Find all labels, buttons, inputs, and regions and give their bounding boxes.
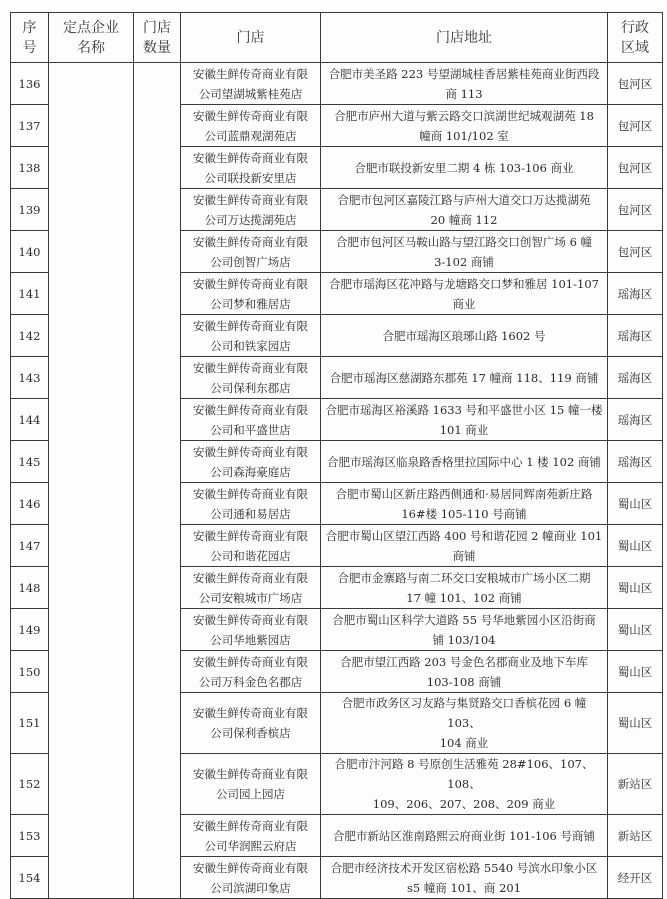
seq-cell: 137 (11, 105, 49, 147)
district-cell: 蜀山区 (608, 693, 663, 754)
seq-cell: 142 (11, 315, 49, 357)
store-name-cell: 安徽生鲜传奇商业有限 公司和谐花园店 (181, 525, 321, 567)
store-name-cell: 安徽生鲜传奇商业有限 公司滨湖印象店 (181, 857, 321, 899)
district-cell: 蜀山区 (608, 651, 663, 693)
seq-cell: 146 (11, 483, 49, 525)
company-name-cell (49, 63, 134, 899)
store-name-cell: 安徽生鲜传奇商业有限 公司安粮城市广场店 (181, 567, 321, 609)
seq-cell: 141 (11, 273, 49, 315)
address-cell: 合肥市瑶海区慈湖路东郡苑 17 幢商 118、119 商铺 (321, 357, 608, 399)
seq-cell: 152 (11, 754, 49, 815)
store-name-cell: 安徽生鲜传奇商业有限 公司华地紫园店 (181, 609, 321, 651)
address-cell: 合肥市包河区嘉陵江路与庐州大道交口万达揽湖苑 20 幢商 112 (321, 189, 608, 231)
district-cell: 包河区 (608, 147, 663, 189)
store-name-cell: 安徽生鲜传奇商业有限 公司保利东郡店 (181, 357, 321, 399)
address-cell: 合肥市金寨路与南二环交口安粮城市广场小区二期 17 幢 101、102 商铺 (321, 567, 608, 609)
store-name-cell: 安徽生鲜传奇商业有限 公司森海豪庭店 (181, 441, 321, 483)
district-cell: 新站区 (608, 754, 663, 815)
seq-cell: 149 (11, 609, 49, 651)
header-store: 门店 (181, 13, 321, 63)
address-cell: 合肥市经济技术开发区宿松路 5540 号滨水印象小区 s5 幢商 101、商 201 (321, 857, 608, 899)
address-cell: 合肥市蜀山区科学大道路 55 号华地紫园小区沿街商 铺 103/104 (321, 609, 608, 651)
district-cell: 包河区 (608, 105, 663, 147)
district-cell: 蜀山区 (608, 483, 663, 525)
seq-cell: 147 (11, 525, 49, 567)
seq-cell: 151 (11, 693, 49, 754)
district-cell: 蜀山区 (608, 609, 663, 651)
store-name-cell: 安徽生鲜传奇商业有限 公司望湖城紫桂苑店 (181, 63, 321, 105)
seq-cell: 140 (11, 231, 49, 273)
district-cell: 新站区 (608, 815, 663, 857)
district-cell: 蜀山区 (608, 567, 663, 609)
district-cell: 经开区 (608, 857, 663, 899)
seq-cell: 148 (11, 567, 49, 609)
header-row (11, 13, 663, 63)
address-cell: 合肥市庐州大道与紫云路交口滨湖世纪城观湖苑 18 幢商 101/102 室 (321, 105, 608, 147)
store-name-cell: 安徽生鲜传奇商业有限 公司通和易居店 (181, 483, 321, 525)
store-name-cell: 安徽生鲜传奇商业有限 公司万科金色名郡店 (181, 651, 321, 693)
header-seq: 序 号 (11, 13, 49, 63)
table-body (11, 63, 663, 899)
district-cell: 包河区 (608, 63, 663, 105)
seq-cell: 143 (11, 357, 49, 399)
district-cell: 蜀山区 (608, 525, 663, 567)
address-cell: 合肥市瑶海区临泉路香格里拉国际中心 1 楼 102 商铺 (321, 441, 608, 483)
table-row (11, 63, 663, 105)
district-cell: 瑶海区 (608, 399, 663, 441)
store-name-cell: 安徽生鲜传奇商业有限 公司和铁家园店 (181, 315, 321, 357)
address-cell: 合肥市蜀山区新庄路西侧通和·易居同辉南苑新庄路 16#楼 105-110 号商铺 (321, 483, 608, 525)
address-cell: 合肥市望江西路 203 号金色名郡商业及地下车库 103-108 商铺 (321, 651, 608, 693)
address-cell: 合肥市包河区马鞍山路与望江路交口创智广场 6 幢 3-102 商铺 (321, 231, 608, 273)
address-cell: 合肥市汴河路 8 号原创生活雅苑 28#106、107、108、 109、206、207、208、209 商业 (321, 754, 608, 815)
address-cell: 合肥市瑶海区琅琊山路 1602 号 (321, 315, 608, 357)
header-store-count: 门店 数量 (134, 13, 181, 63)
address-cell: 合肥市瑶海区花冲路与龙塘路交口梦和雅居 101-107 商业 (321, 273, 608, 315)
store-name-cell: 安徽生鲜传奇商业有限 公司园上园店 (181, 754, 321, 815)
address-cell: 合肥市新站区淮南路熙云府商业街 101-106 号商铺 (321, 815, 608, 857)
store-list-table (10, 12, 663, 899)
header-address: 门店地址 (321, 13, 608, 63)
seq-cell: 144 (11, 399, 49, 441)
district-cell: 瑶海区 (608, 441, 663, 483)
header-company: 定点企业 名称 (49, 13, 134, 63)
seq-cell: 145 (11, 441, 49, 483)
store-name-cell: 安徽生鲜传奇商业有限 公司蓝鼎观湖苑店 (181, 105, 321, 147)
district-cell: 包河区 (608, 189, 663, 231)
district-cell: 瑶海区 (608, 273, 663, 315)
store-name-cell: 安徽生鲜传奇商业有限 公司联投新安里店 (181, 147, 321, 189)
address-cell: 合肥市瑶海区裕溪路 1633 号和平盛世小区 15 幢一楼 101 商业 (321, 399, 608, 441)
seq-cell: 136 (11, 63, 49, 105)
address-cell: 合肥市美圣路 223 号望湖城桂香居紫桂苑商业街西段 商 113 (321, 63, 608, 105)
header-district: 行政 区域 (608, 13, 663, 63)
store-count-cell (134, 63, 181, 899)
store-name-cell: 安徽生鲜传奇商业有限 公司创智广场店 (181, 231, 321, 273)
store-name-cell: 安徽生鲜传奇商业有限 公司梦和雅居店 (181, 273, 321, 315)
address-cell: 合肥市联投新安里二期 4 栋 103-106 商业 (321, 147, 608, 189)
address-cell: 合肥市蜀山区望江西路 400 号和谐花园 2 幢商业 101 商铺 (321, 525, 608, 567)
district-cell: 瑶海区 (608, 315, 663, 357)
seq-cell: 150 (11, 651, 49, 693)
store-name-cell: 安徽生鲜传奇商业有限 公司华润熙云府店 (181, 815, 321, 857)
store-name-cell: 安徽生鲜传奇商业有限 公司万达揽湖苑店 (181, 189, 321, 231)
district-cell: 瑶海区 (608, 357, 663, 399)
seq-cell: 138 (11, 147, 49, 189)
seq-cell: 154 (11, 857, 49, 899)
district-cell: 包河区 (608, 231, 663, 273)
store-name-cell: 安徽生鲜传奇商业有限 公司和平盛世店 (181, 399, 321, 441)
seq-cell: 139 (11, 189, 49, 231)
address-cell: 合肥市政务区习友路与集贤路交口香槟花园 6 幢 103、 104 商业 (321, 693, 608, 754)
store-name-cell: 安徽生鲜传奇商业有限 公司保利香槟店 (181, 693, 321, 754)
seq-cell: 153 (11, 815, 49, 857)
